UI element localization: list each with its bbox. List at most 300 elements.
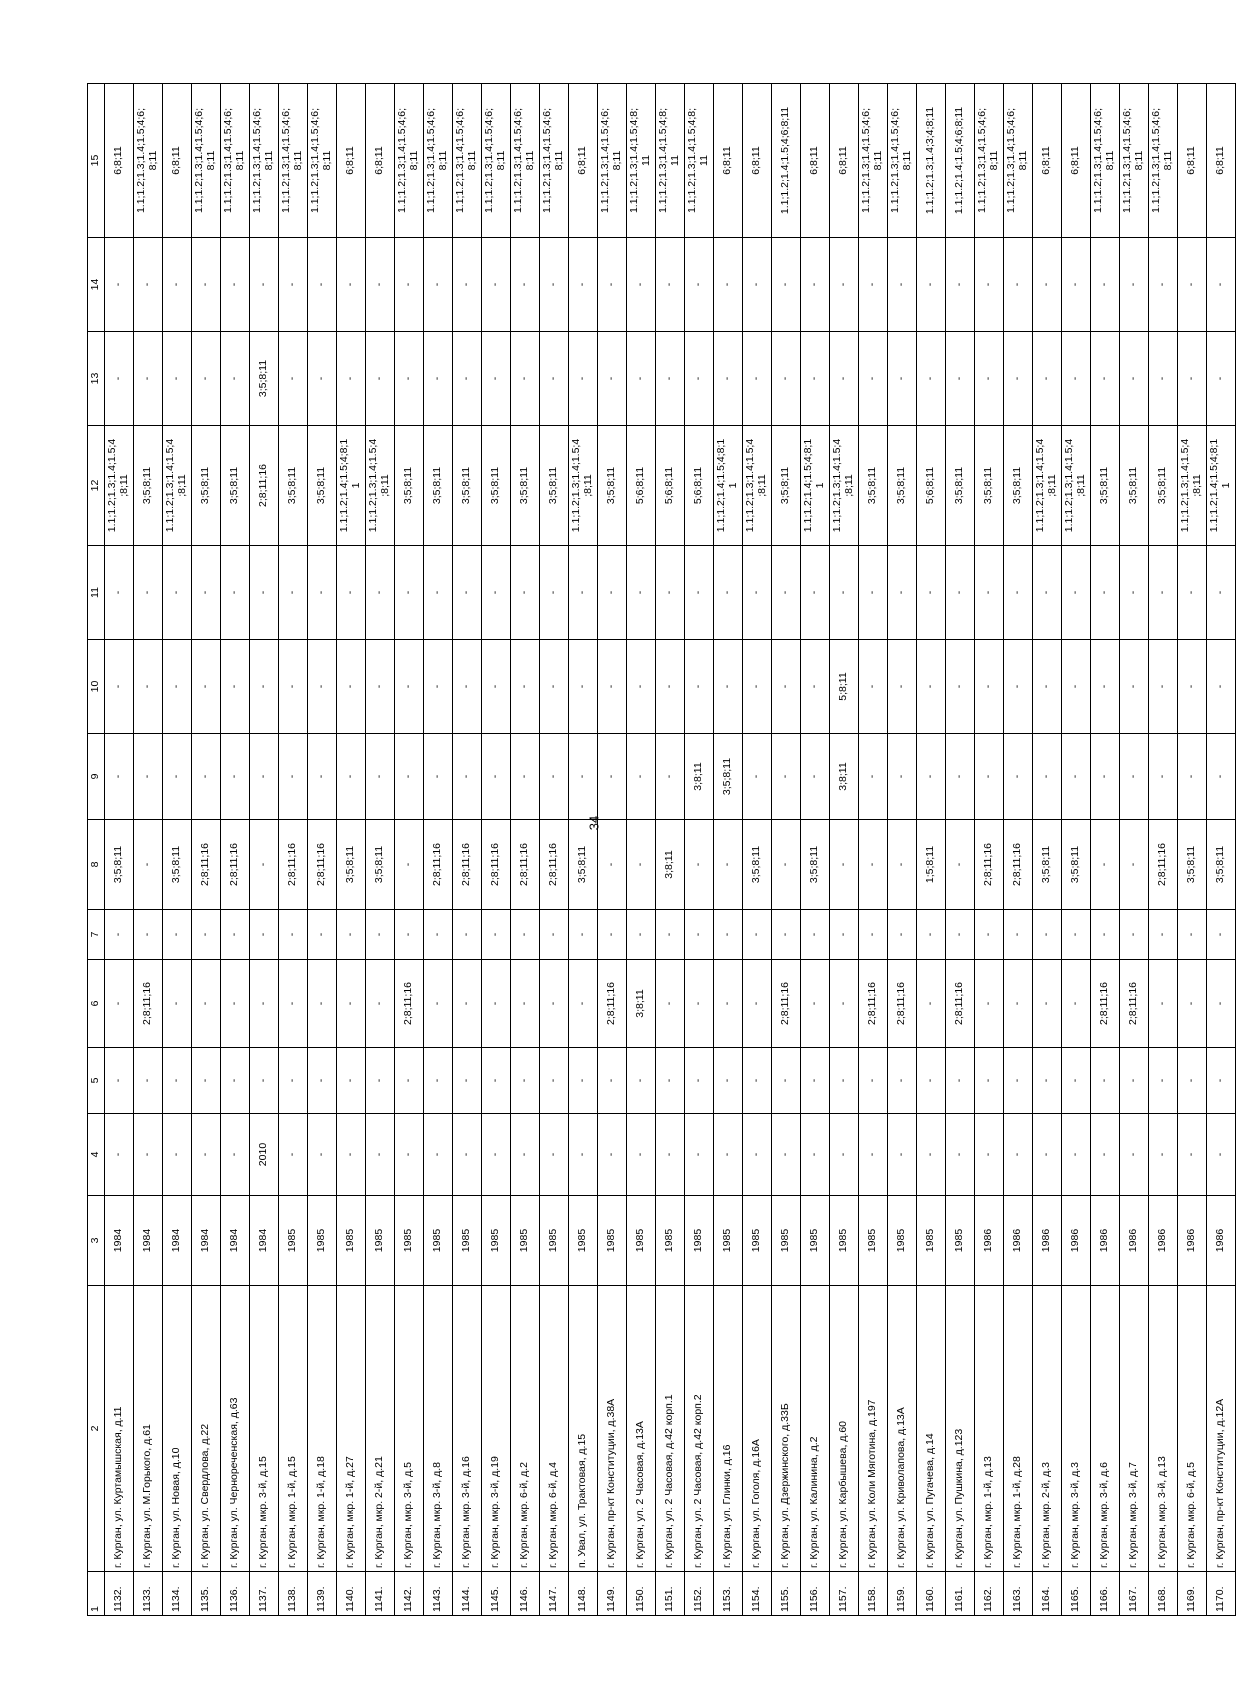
table-cell: 3;8;11 — [656, 820, 685, 910]
table-cell: - — [279, 546, 308, 640]
table-row — [859, 84, 888, 1616]
table-cell: - — [975, 546, 1004, 640]
table-cell: - — [453, 960, 482, 1048]
table-cell: - — [453, 1048, 482, 1114]
table-cell: - — [337, 1048, 366, 1114]
table-cell: - — [1207, 734, 1236, 820]
table-cell: - — [801, 910, 830, 960]
table-cell: - — [250, 238, 279, 332]
table-cell: - — [163, 734, 192, 820]
table-cell: - — [656, 546, 685, 640]
table-cell: - — [1062, 960, 1091, 1048]
table-cell: 1132. — [105, 1572, 134, 1616]
table-cell: - — [1091, 238, 1120, 332]
table-cell: - — [801, 546, 830, 640]
table-cell: 1.1;1.2;1.3;1.4;1.5;4 ;8;11 — [830, 426, 859, 546]
table-cell: 3;5;8;11 — [540, 426, 569, 546]
table-cell: - — [569, 1114, 598, 1196]
table-cell: - — [163, 910, 192, 960]
table-cell: - — [308, 960, 337, 1048]
table-cell: 3;5;8;11 — [366, 820, 395, 910]
table-cell: 1160. — [917, 1572, 946, 1616]
table-cell: 1.1;1.2;1.4;1.5;4;8;1 1 — [337, 426, 366, 546]
table-cell: - — [192, 1048, 221, 1114]
table-cell: - — [1004, 910, 1033, 960]
table-cell: - — [105, 1048, 134, 1114]
table-cell: - — [279, 640, 308, 734]
table-row — [743, 84, 772, 1616]
table-cell: - — [917, 1114, 946, 1196]
table-cell: 2;8;11;16 — [453, 820, 482, 910]
table-cell: - — [1033, 640, 1062, 734]
table-cell: - — [714, 820, 743, 910]
table-cell: 2;8;11;16 — [395, 960, 424, 1048]
table-cell: 1149. — [598, 1572, 627, 1616]
table-cell: 3;5;8;11 — [598, 426, 627, 546]
table-cell: 1986 — [1120, 1196, 1149, 1286]
table-cell: 5;6;8;11 — [656, 426, 685, 546]
table-cell: - — [1062, 238, 1091, 332]
table-row — [192, 84, 221, 1616]
table-cell: 1.1;1.2;1.3;1.4;1.5;4 ;8;11 — [105, 426, 134, 546]
table-cell: - — [250, 820, 279, 910]
table-row — [337, 84, 366, 1616]
table-cell: - — [859, 640, 888, 734]
table-cell: - — [308, 734, 337, 820]
table-cell: - — [1178, 546, 1207, 640]
table-cell: - — [395, 910, 424, 960]
table-cell: - — [192, 910, 221, 960]
table-cell: - — [424, 546, 453, 640]
table-cell: - — [946, 332, 975, 426]
table-cell: 6;8;11 — [801, 84, 830, 238]
table-cell: - — [743, 1048, 772, 1114]
table-cell: - — [1062, 1048, 1091, 1114]
table-cell: - — [105, 1114, 134, 1196]
table-cell: - — [1120, 910, 1149, 960]
table-cell: 1143. — [424, 1572, 453, 1616]
table-cell: г. Курган, мкр. 1-й, д.13 — [975, 1286, 1004, 1572]
table-cell: 2;8;11;16 — [424, 820, 453, 910]
table-cell: 1135. — [192, 1572, 221, 1616]
table-cell: - — [888, 734, 917, 820]
table-cell: - — [1207, 546, 1236, 640]
table-cell: 3;5;8;11 — [1033, 820, 1062, 910]
table-cell: - — [1033, 1048, 1062, 1114]
column-header: 9 — [88, 734, 105, 820]
table-cell: - — [308, 546, 337, 640]
table-cell: 1.1;1.2;1.3;1.4;1.5;4;6; 8;11 — [221, 84, 250, 238]
table-cell: 3;5;8;11 — [1004, 426, 1033, 546]
table-cell: - — [279, 910, 308, 960]
table-cell: - — [772, 734, 801, 820]
table-cell: - — [540, 332, 569, 426]
table-cell: 1.1;1.2;1.3;1.4;1.5;4;6; 8;11 — [511, 84, 540, 238]
table-cell: - — [1149, 640, 1178, 734]
table-cell: 6;8;11 — [1178, 84, 1207, 238]
table-cell: - — [859, 820, 888, 910]
table-cell: - — [1120, 820, 1149, 910]
table-cell: г. Курган, ул. Пушкина, д.123 — [946, 1286, 975, 1572]
table-cell: - — [105, 734, 134, 820]
table-cell: - — [1004, 640, 1033, 734]
table-cell: г. Курган, мкр. 3-й, д.19 — [482, 1286, 511, 1572]
table-cell: 1985 — [308, 1196, 337, 1286]
table-cell: - — [134, 820, 163, 910]
table-cell: 1138. — [279, 1572, 308, 1616]
table-cell: г. Курган, мкр. 3-й, д.16 — [453, 1286, 482, 1572]
table-cell: - — [917, 640, 946, 734]
table-cell: г. Курган, ул. Криволапова, д.13А — [888, 1286, 917, 1572]
table-cell: 3;5;8;11 — [859, 426, 888, 546]
table-row — [540, 84, 569, 1616]
table-row — [163, 84, 192, 1616]
table-cell: - — [1149, 546, 1178, 640]
table-cell: - — [1062, 640, 1091, 734]
table-row — [221, 84, 250, 1616]
table-cell: - — [1207, 1114, 1236, 1196]
table-cell: - — [1062, 332, 1091, 426]
table-cell: 3;5;8;11 — [453, 426, 482, 546]
table-body — [88, 84, 1236, 1616]
table-cell: 1985 — [337, 1196, 366, 1286]
table-cell: - — [888, 910, 917, 960]
table-cell: - — [511, 734, 540, 820]
table-cell: п. Увал, ул. Трактовая, д.15 — [569, 1286, 598, 1572]
table-cell: 1984 — [192, 1196, 221, 1286]
table-cell: 1152. — [685, 1572, 714, 1616]
table-cell: - — [1178, 960, 1207, 1048]
table-cell: г. Курган, ул. М.Горького, д.61 — [134, 1286, 163, 1572]
table-cell: - — [772, 910, 801, 960]
table-cell: 2;8;11;16 — [134, 960, 163, 1048]
table-cell: 6;8;11 — [830, 84, 859, 238]
table-cell: - — [221, 1048, 250, 1114]
table-cell: - — [743, 1114, 772, 1196]
table-row — [134, 84, 163, 1616]
table-cell: - — [743, 238, 772, 332]
table-cell: - — [308, 1048, 337, 1114]
table-cell: - — [337, 960, 366, 1048]
table-cell: - — [511, 332, 540, 426]
table-cell: - — [975, 1114, 1004, 1196]
table-cell: г. Курган, мкр. 2-й, д.21 — [366, 1286, 395, 1572]
table-cell: - — [656, 1048, 685, 1114]
column-header: 15 — [88, 84, 105, 238]
table-cell: 1163. — [1004, 1572, 1033, 1616]
table-cell: 3;5;8;11 — [511, 426, 540, 546]
table-cell: 3;5;8;11 — [569, 820, 598, 910]
table-cell: - — [163, 1048, 192, 1114]
table-cell: - — [743, 640, 772, 734]
table-cell: - — [1120, 1114, 1149, 1196]
table-cell: г. Курган, мкр. 3-й, д.5 — [395, 1286, 424, 1572]
table-cell: 1985 — [830, 1196, 859, 1286]
table-cell: - — [975, 640, 1004, 734]
table-cell: - — [1207, 1048, 1236, 1114]
table-cell: - — [540, 238, 569, 332]
table-cell: 2;8;11;16 — [1004, 820, 1033, 910]
table-cell: 1155. — [772, 1572, 801, 1616]
table-cell: - — [917, 734, 946, 820]
table-cell: г. Курган, ул. Калинина, д.2 — [801, 1286, 830, 1572]
table-cell: 1.1;1.2;1.3;1.4;1.5;4;6; 8;11 — [134, 84, 163, 238]
table-cell: - — [569, 960, 598, 1048]
table-cell: - — [888, 238, 917, 332]
table-cell: 1985 — [453, 1196, 482, 1286]
table-cell: 1985 — [424, 1196, 453, 1286]
table-cell: - — [453, 238, 482, 332]
table-cell: 1151. — [656, 1572, 685, 1616]
table-cell: 1.1;1.2;1.3;1.4;1.5;4;6; 8;11 — [424, 84, 453, 238]
table-cell: - — [308, 238, 337, 332]
table-cell: 1164. — [1033, 1572, 1062, 1616]
table-cell: - — [598, 1114, 627, 1196]
table-cell: 1.1;1.2;1.3;1.4;1.5;4;6; 8;11 — [540, 84, 569, 238]
table-cell: 1985 — [859, 1196, 888, 1286]
table-cell: 5;6;8;11 — [917, 426, 946, 546]
table-cell: - — [975, 734, 1004, 820]
table-cell: - — [772, 640, 801, 734]
table-cell: 6;8;11 — [1207, 84, 1236, 238]
table-cell: - — [250, 640, 279, 734]
column-header: 1 — [88, 1572, 105, 1616]
table-cell: 1985 — [511, 1196, 540, 1286]
table-row — [801, 84, 830, 1616]
table-cell: 5;8;11 — [830, 640, 859, 734]
table-cell: 2;8;11;16 — [250, 426, 279, 546]
table-cell: - — [888, 332, 917, 426]
table-cell: - — [569, 734, 598, 820]
table-cell: 1986 — [1033, 1196, 1062, 1286]
table-cell: - — [511, 640, 540, 734]
table-row — [1149, 84, 1178, 1616]
table-cell: 3;5;8;11 — [801, 820, 830, 910]
table-cell: - — [1091, 820, 1120, 910]
table-cell: - — [395, 332, 424, 426]
table-cell: 3;5;8;11 — [1178, 820, 1207, 910]
column-header: 6 — [88, 960, 105, 1048]
table-cell: - — [1120, 238, 1149, 332]
table-cell: - — [1207, 332, 1236, 426]
table-cell: - — [656, 960, 685, 1048]
table-cell: - — [279, 1048, 308, 1114]
table-cell: - — [801, 1114, 830, 1196]
table-cell: г. Курган, ул. 2 Часовая, д.42 корп.2 — [685, 1286, 714, 1572]
table-cell: - — [598, 640, 627, 734]
table-cell: - — [743, 734, 772, 820]
table-cell: 2;8;11;16 — [598, 960, 627, 1048]
table-row — [453, 84, 482, 1616]
column-header: 11 — [88, 546, 105, 640]
table-cell: - — [1178, 1048, 1207, 1114]
table-cell: 2;8;11;16 — [975, 820, 1004, 910]
table-cell: 1985 — [685, 1196, 714, 1286]
table-cell: г. Курган, ул. Дзержинского, д.33Б — [772, 1286, 801, 1572]
table-row — [830, 84, 859, 1616]
table-cell: - — [569, 238, 598, 332]
table-cell: - — [1033, 960, 1062, 1048]
table-cell: 1170. — [1207, 1572, 1236, 1616]
table-cell: г. Курган, ул. Куртамышская, д.11 — [105, 1286, 134, 1572]
table-cell: - — [917, 960, 946, 1048]
table-cell: - — [801, 1048, 830, 1114]
table-cell: - — [1004, 734, 1033, 820]
table-cell: - — [540, 640, 569, 734]
table-cell: - — [482, 1048, 511, 1114]
table-cell: 1.1;1.2;1.3;1.4;1.5;4;6; 8;11 — [598, 84, 627, 238]
table-cell: - — [1033, 546, 1062, 640]
table-cell: - — [685, 238, 714, 332]
table-cell: 1165. — [1062, 1572, 1091, 1616]
table-cell: - — [888, 820, 917, 910]
table-cell: 3;5;8;11 — [221, 426, 250, 546]
table-cell: - — [163, 332, 192, 426]
table-cell: 1159. — [888, 1572, 917, 1616]
table-cell: - — [105, 332, 134, 426]
table-cell: - — [1120, 640, 1149, 734]
table-cell: 1986 — [975, 1196, 1004, 1286]
table-cell: - — [859, 1048, 888, 1114]
table-cell: - — [627, 1048, 656, 1114]
table-cell: 1148. — [569, 1572, 598, 1616]
table-cell: 3;5;8;11 — [279, 426, 308, 546]
table-cell: 3;5;8;11 — [482, 426, 511, 546]
table-row — [685, 84, 714, 1616]
table-cell: - — [917, 238, 946, 332]
table-cell: - — [1004, 960, 1033, 1048]
table-cell: - — [1091, 640, 1120, 734]
table-cell: - — [888, 640, 917, 734]
table-cell: - — [424, 1114, 453, 1196]
table-cell: - — [395, 640, 424, 734]
table-cell: - — [482, 546, 511, 640]
table-cell: - — [1091, 1048, 1120, 1114]
table-cell: 1144. — [453, 1572, 482, 1616]
table-cell: 1.1;1.2;1.4;1.5;4;6;8;11 — [946, 84, 975, 238]
table-cell: - — [250, 546, 279, 640]
table-cell: - — [859, 910, 888, 960]
table-cell: 3;5;8;11 — [250, 332, 279, 426]
table-cell: - — [1004, 1114, 1033, 1196]
table-cell: - — [482, 238, 511, 332]
table-cell: 1.1;1.2;1.4;1.5;4;8;1 1 — [714, 426, 743, 546]
table-cell: 3;5;8;11 — [975, 426, 1004, 546]
table-cell: 1.1;1.2;1.3;1.4;1.5;4;6; 8;11 — [453, 84, 482, 238]
table-cell: 3;5;8;11 — [395, 426, 424, 546]
table-cell: - — [540, 546, 569, 640]
table-cell: г. Курган, ул. Чернореченская, д.63 — [221, 1286, 250, 1572]
column-header: 3 — [88, 1196, 105, 1286]
table-cell: - — [1120, 1048, 1149, 1114]
table-cell: 1.1;1.2;1.3;1.4;1.5;4;6; 8;11 — [250, 84, 279, 238]
table-cell: - — [975, 238, 1004, 332]
table-cell: 3;5;8;11 — [1120, 426, 1149, 546]
table-cell: - — [714, 640, 743, 734]
table-cell: - — [337, 1114, 366, 1196]
table-cell: - — [424, 238, 453, 332]
table-row — [627, 84, 656, 1616]
table-cell: - — [366, 238, 395, 332]
table-cell: - — [714, 1048, 743, 1114]
table-cell: - — [830, 546, 859, 640]
table-cell: - — [511, 910, 540, 960]
table-cell: 2;8;11;16 — [540, 820, 569, 910]
table-cell: - — [366, 910, 395, 960]
table-cell: - — [1120, 546, 1149, 640]
table-cell: - — [221, 546, 250, 640]
table-cell: - — [279, 960, 308, 1048]
table-row — [1091, 84, 1120, 1616]
table-cell: - — [482, 332, 511, 426]
table-cell: - — [395, 546, 424, 640]
table-cell: - — [453, 910, 482, 960]
table-row — [946, 84, 975, 1616]
table-cell: - — [946, 1048, 975, 1114]
table-cell: - — [105, 960, 134, 1048]
table-cell: - — [801, 332, 830, 426]
table-cell: - — [656, 238, 685, 332]
table-cell: 1.1;1.2;1.3;1.4;1.5;4 ;8;11 — [1178, 426, 1207, 546]
table-cell: - — [1062, 546, 1091, 640]
table-cell: - — [598, 734, 627, 820]
table-cell: 1985 — [946, 1196, 975, 1286]
table-cell: - — [1120, 332, 1149, 426]
register-table — [87, 83, 1236, 1616]
table-cell: - — [801, 960, 830, 1048]
table-cell: 1.1;1.2;1.3;1.4;1.5;4;6; 8;11 — [1091, 84, 1120, 238]
table-cell: 1167. — [1120, 1572, 1149, 1616]
table-cell: - — [192, 960, 221, 1048]
column-header: 12 — [88, 426, 105, 546]
table-cell: - — [772, 1114, 801, 1196]
table-cell: - — [540, 734, 569, 820]
table-row — [1062, 84, 1091, 1616]
table-cell: 1154. — [743, 1572, 772, 1616]
table-cell: г. Курган, мкр. 3-й, д.7 — [1120, 1286, 1149, 1572]
table-cell: - — [656, 734, 685, 820]
table-cell: - — [714, 960, 743, 1048]
table-cell: 6;8;11 — [1062, 84, 1091, 238]
table-cell: - — [598, 1048, 627, 1114]
table-cell: - — [540, 960, 569, 1048]
table-cell: - — [946, 910, 975, 960]
table-cell: г. Курган, ул. Карбышева, д.60 — [830, 1286, 859, 1572]
table-row — [511, 84, 540, 1616]
table-cell: - — [598, 332, 627, 426]
table-row — [772, 84, 801, 1616]
table-cell: - — [337, 238, 366, 332]
table-cell: - — [801, 734, 830, 820]
table-cell: - — [569, 910, 598, 960]
table-cell: 1;5;8;11 — [917, 820, 946, 910]
table-cell: 6;8;11 — [366, 84, 395, 238]
table-cell: 1986 — [1091, 1196, 1120, 1286]
table-cell: 3;5;8;11 — [163, 820, 192, 910]
table-cell: 1985 — [772, 1196, 801, 1286]
table-cell: - — [917, 910, 946, 960]
table-cell: 1.1;1.2;1.3;1.4;1.5;4;6; 8;11 — [888, 84, 917, 238]
table-cell: - — [859, 734, 888, 820]
table-cell: - — [105, 238, 134, 332]
table-cell: - — [656, 1114, 685, 1196]
table-row — [482, 84, 511, 1616]
table-cell: - — [395, 238, 424, 332]
table-cell: г. Курган, мкр. 3-й, д.13 — [1149, 1286, 1178, 1572]
table-cell: 2;8;11;16 — [482, 820, 511, 910]
table-cell: - — [859, 546, 888, 640]
table-cell: 3;5;8;11 — [105, 820, 134, 910]
